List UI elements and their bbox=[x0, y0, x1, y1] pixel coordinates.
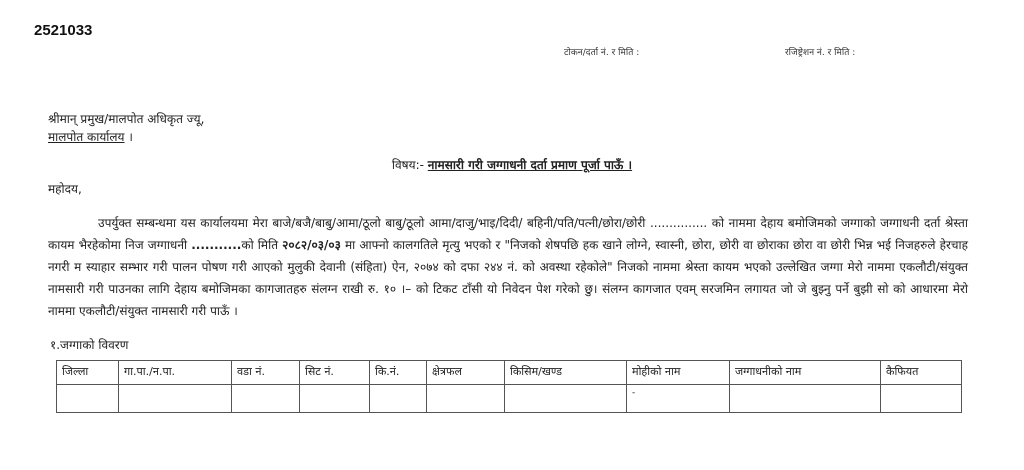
body-part-1: उपर्युक्त सम्बन्धमा यस कार्यालयमा मेरा बाजे/बजै/बाबु/आमा/ठूलो बाबु/ठूलो आमा/दाजु/भाइ/दिदी/ बहिनी/पति/पत्नी/छोरा/छोरी ............... को नाममा देहाय बमोजिमको जग्गाको जग्गाधनी दर्ता श्रेस्ता कायम भैरहेकोमा निज जग्गाधनी bbox=[48, 216, 968, 252]
salutation: महोदय, bbox=[48, 182, 82, 196]
cell-tenant: - bbox=[627, 385, 730, 413]
cell-district bbox=[57, 385, 119, 413]
cell-ward bbox=[232, 385, 300, 413]
land-section-heading: १.जग्गाको विवरण bbox=[50, 338, 129, 352]
office-name: मालपोत कार्यालय bbox=[48, 130, 125, 144]
cell-municipality bbox=[119, 385, 232, 413]
body-paragraph bbox=[48, 212, 968, 322]
table-row bbox=[57, 385, 962, 413]
col-tenant: मोहीको नाम bbox=[627, 361, 730, 385]
cell-area bbox=[427, 385, 505, 413]
col-area: क्षेत्रफल bbox=[427, 361, 505, 385]
col-plot: कि.नं. bbox=[370, 361, 427, 385]
col-type: किसिम/खण्ड bbox=[505, 361, 627, 385]
subject-text: नामसारी गरी जग्गाधनी दर्ता प्रमाण पूर्जा पाऊँ । bbox=[427, 158, 633, 172]
col-district: जिल्ला bbox=[57, 361, 119, 385]
addressee-line: श्रीमान् प्रमुख/मालपोत अधिकृत ज्यू, bbox=[48, 112, 205, 126]
body-part-2: को मिति bbox=[241, 238, 283, 252]
token-registration-label: टोकन/दर्ता नं. र मिति : bbox=[564, 48, 640, 58]
cell-owner bbox=[730, 385, 881, 413]
cell-type bbox=[505, 385, 627, 413]
col-owner: जग्गाधनीको नाम bbox=[730, 361, 881, 385]
subject-label: विषय:- bbox=[391, 158, 428, 172]
office-line bbox=[48, 128, 133, 145]
land-details-table bbox=[56, 360, 962, 413]
document-id: 2521033 bbox=[34, 22, 93, 39]
col-sheet: सिट नं. bbox=[300, 361, 370, 385]
registration-date-label: रजिष्ट्रेशन नं. र मिति : bbox=[785, 48, 856, 58]
col-remarks: कैफियत bbox=[881, 361, 962, 385]
col-municipality: गा.पा./न.पा. bbox=[119, 361, 232, 385]
cell-plot bbox=[370, 385, 427, 413]
subject-line bbox=[0, 156, 1024, 173]
body-dots: ........... bbox=[191, 238, 242, 252]
col-ward: वडा नं. bbox=[232, 361, 300, 385]
cell-remarks bbox=[881, 385, 962, 413]
office-line-end: । bbox=[124, 130, 133, 144]
body-part-3: मा आफ्नो कालगतिले मृत्यु भएको र "निजको शेषपछि हक खाने लोग्ने, स्वास्नी, छोरा, छोरी वा छोराका छोरा वा छोरी भिन्न भई निजहरुले हेरचाह नगरी म स्याहार सम्भार गरी पालन पोषण गरी आएको मुलुकी देवानी (संहिता) ऐन, २०७४ को दफा २४४ नं. को अवस्था रहेकोले" निजको नाममा श्रेस्ता कायम भएको उल्लेखित जग्गा मेरो नाममा एकलौटी/संयुक्त नामसारी गरी पाउनका लागि देहाय बमोजिमका कागजातहरु संलग्न राखी रु. १० ।– को टिकट टाँसी यो निवेदन पेश गरेको छु। संलग्न कागजात एवम् सरजमिन लगायत जो जे बुझ्नु पर्ने बुझी सो को आधारमा मेरो नाममा एकलौटी/संयुक्त नामसारी गरी पाऊँ । bbox=[48, 238, 968, 318]
table-header-row bbox=[57, 361, 962, 385]
death-date: २०८२/०३/०३ bbox=[282, 238, 341, 252]
cell-sheet bbox=[300, 385, 370, 413]
